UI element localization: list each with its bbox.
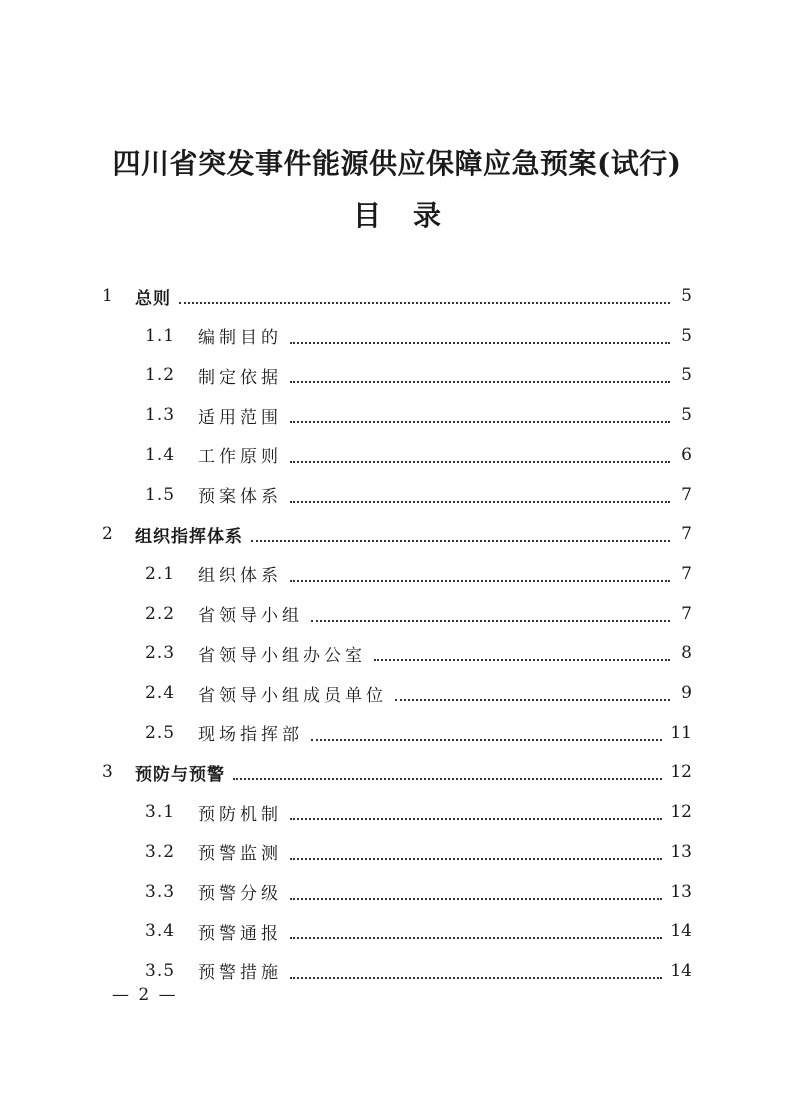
toc-chapter-row[interactable] — [102, 518, 692, 550]
toc-entry-label: 省领导小组办公室 — [198, 645, 366, 666]
toc-entry-number: 1.4 — [145, 444, 176, 465]
toc-section-row[interactable] — [145, 320, 692, 352]
toc-entry-label: 总则 — [135, 288, 171, 309]
toc-leader-dots — [290, 322, 670, 344]
toc-entry-number: 2.4 — [145, 683, 176, 703]
toc-entry-number: 2 — [102, 524, 113, 545]
toc-entry-label: 现场指挥部 — [198, 725, 303, 746]
toc-entry-number: 3 — [102, 762, 113, 783]
toc-leader-dots — [290, 838, 662, 860]
toc-leader-dots — [290, 401, 670, 423]
toc-entry-page: 11 — [670, 722, 692, 743]
toc-leader-dots — [395, 679, 670, 701]
toc-leader-dots — [311, 719, 662, 741]
toc-entry-label: 预警监测 — [198, 844, 282, 865]
toc-entry-label: 预防机制 — [198, 804, 282, 825]
toc-entry-label: 工作原则 — [198, 447, 282, 468]
toc-entry-label: 组织指挥体系 — [135, 526, 243, 547]
toc-entry-number: 2.5 — [145, 722, 176, 743]
toc-entry-page: 8 — [681, 643, 692, 664]
toc-chapter-row[interactable] — [102, 280, 692, 312]
toc-leader-dots — [290, 560, 670, 582]
toc-section-row[interactable] — [145, 677, 692, 709]
toc-section-row[interactable] — [145, 598, 692, 630]
toc-section-row[interactable] — [145, 717, 692, 749]
toc-entry-page: 7 — [681, 524, 692, 545]
toc-entry-number: 1.5 — [145, 484, 176, 505]
toc-entry-number: 1.2 — [145, 365, 176, 386]
toc-heading: 目录 — [352, 199, 473, 232]
toc-leader-dots — [290, 441, 670, 463]
toc-leader-dots — [374, 639, 670, 661]
toc-section-row[interactable] — [145, 836, 692, 868]
toc-leader-dots — [179, 282, 670, 304]
toc-leader-dots — [311, 600, 670, 622]
toc-leader-dots — [233, 758, 662, 780]
toc-leader-dots — [290, 957, 662, 979]
toc-entry-page: 12 — [670, 762, 692, 783]
toc-entry-page: 7 — [681, 484, 692, 505]
toc-entry-label: 预警措施 — [198, 963, 282, 984]
toc-entry-page: 7 — [681, 603, 692, 624]
toc-entry-number: 3.3 — [145, 881, 176, 902]
toc-section-row[interactable] — [145, 955, 692, 987]
toc-section-row[interactable] — [145, 479, 692, 511]
toc-entry-number: 2.3 — [145, 643, 176, 664]
toc-section-row[interactable] — [145, 637, 692, 669]
toc-entry-label: 预警通报 — [198, 923, 282, 944]
toc-section-row[interactable] — [145, 558, 692, 590]
toc-entry-page: 9 — [681, 683, 692, 703]
toc-entry-number: 3.1 — [145, 802, 176, 823]
toc-entry-number: 3.5 — [145, 960, 176, 981]
toc-entry-label: 制定依据 — [198, 367, 282, 388]
toc-entry-number: 1.1 — [145, 325, 176, 346]
toc-chapter-row[interactable] — [102, 756, 692, 788]
toc-entry-label: 省领导小组 — [198, 606, 303, 627]
toc-section-row[interactable] — [145, 399, 692, 431]
toc-entry-page: 13 — [670, 881, 692, 902]
toc-entry-page: 5 — [681, 325, 692, 346]
toc-entry-label: 预警分级 — [198, 884, 282, 904]
toc-entry-page: 6 — [681, 444, 692, 465]
toc-section-row[interactable] — [145, 915, 692, 947]
toc-leader-dots — [290, 878, 662, 900]
toc-entry-number: 1 — [102, 286, 113, 306]
toc-entry-label: 组织体系 — [198, 566, 282, 587]
toc-entry-page: 5 — [681, 365, 692, 386]
toc-entry-label: 省领导小组成员单位 — [198, 685, 387, 706]
toc-section-row[interactable] — [145, 796, 692, 828]
page-number: — 2 — — [112, 985, 178, 1005]
toc-entry-page: 5 — [681, 286, 692, 306]
toc-entry-number: 3.2 — [145, 841, 176, 862]
toc-entry-number: 2.2 — [145, 603, 176, 624]
toc-leader-dots — [290, 798, 662, 820]
toc-entry-label: 编制目的 — [198, 328, 282, 349]
toc-entry-label: 适用范围 — [198, 407, 282, 428]
document-title: 四川省突发事件能源供应保障应急预案(试行) — [112, 147, 682, 180]
toc-leader-dots — [290, 917, 662, 939]
toc-entry-label: 预防与预警 — [135, 764, 225, 785]
toc-section-row[interactable] — [145, 876, 692, 908]
toc-entry-label: 预案体系 — [198, 487, 282, 507]
toc-entry-number: 3.4 — [145, 921, 176, 942]
toc-section-row[interactable] — [145, 439, 692, 471]
toc-entry-page: 7 — [681, 563, 692, 584]
toc-leader-dots — [251, 520, 670, 542]
toc-entry-number: 2.1 — [145, 563, 176, 584]
toc-entry-page: 13 — [670, 841, 692, 862]
toc-section-row[interactable] — [145, 359, 692, 391]
toc-entry-page: 14 — [670, 960, 692, 981]
toc-leader-dots — [290, 481, 670, 503]
toc-entry-page: 12 — [670, 802, 692, 823]
toc-entry-number: 1.3 — [145, 405, 176, 426]
toc-entry-page: 14 — [670, 921, 692, 942]
toc-leader-dots — [290, 361, 670, 383]
toc-entry-page: 5 — [681, 405, 692, 426]
